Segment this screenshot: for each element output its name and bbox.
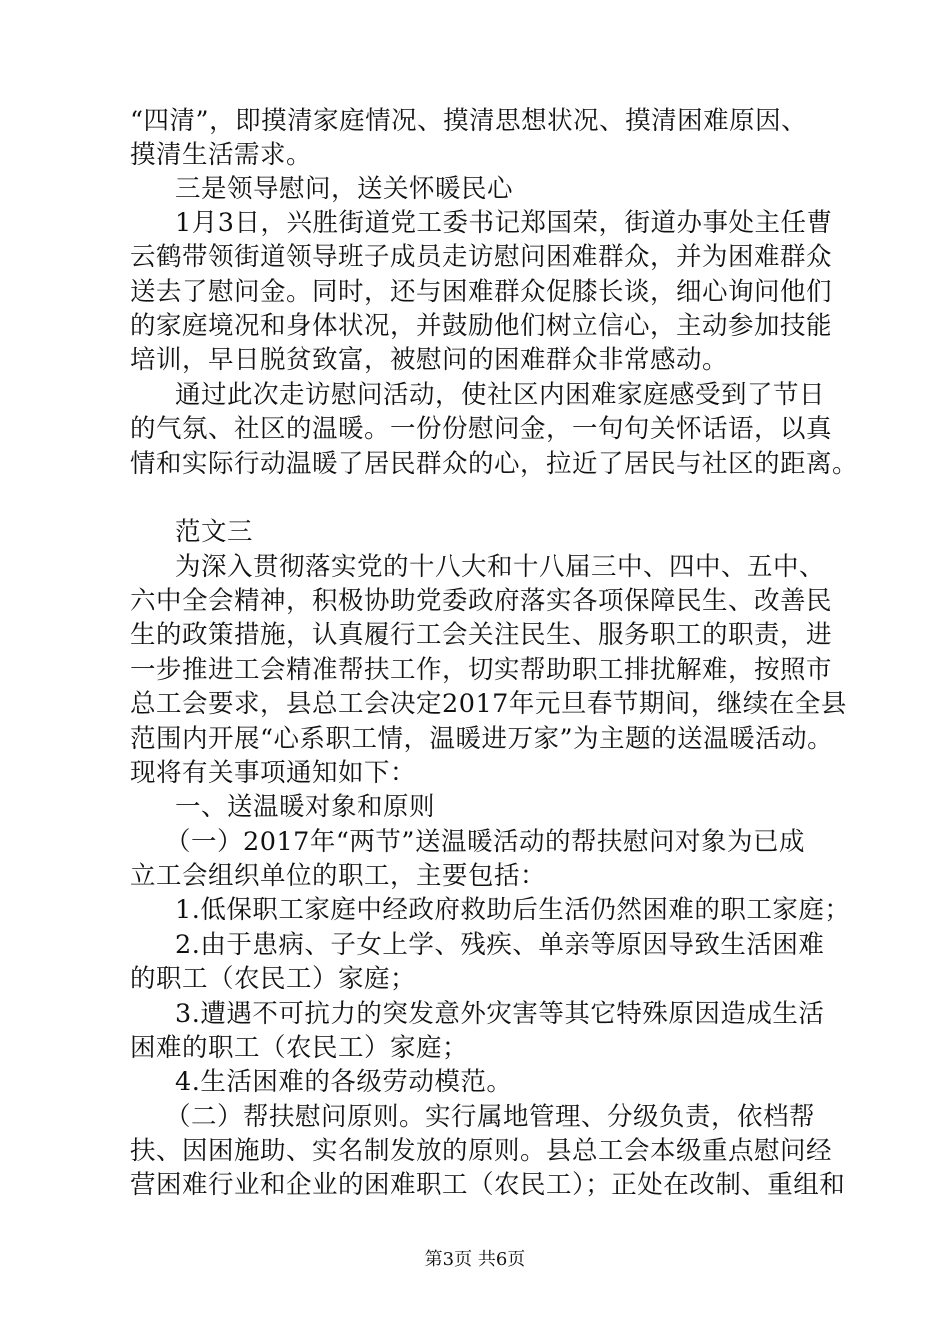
text-line: 培训，早日脱贫致富，被慰问的困难群众非常感动。 xyxy=(130,345,729,375)
section-heading: 三是领导慰问，送关怀暖民心 xyxy=(175,174,514,204)
text-line: 立工会组织单位的职工，主要包括： xyxy=(130,861,547,891)
text-line: 六中全会精神，积极协助党委政府落实各项保障民生、改善民 xyxy=(130,586,833,616)
text-line: “四清”，即摸清家庭情况、摸清思想状况、摸清困难原因、 xyxy=(130,106,808,136)
list-item: 1.低保职工家庭中经政府救助后生活仍然困难的职工家庭； xyxy=(175,895,851,925)
list-item: 4.生活困难的各级劳动模范。 xyxy=(175,1067,513,1097)
text-line: 情和实际行动温暖了居民群众的心，拉近了居民与社区的距离。 xyxy=(130,449,859,479)
page-number: 第3页 共6页 xyxy=(424,1249,526,1270)
section-heading: 范文三 xyxy=(175,517,254,547)
text-line: 的家庭境况和身体状况，并鼓励他们树立信心，主动参加技能 xyxy=(130,311,833,341)
list-item: 3.遭遇不可抗力的突发意外灾害等其它特殊原因造成生活 xyxy=(175,999,825,1029)
text-line: 1月3日，兴胜街道党工委书记郑国荣，街道办事处主任曹 xyxy=(175,208,833,238)
text-line: 范围内开展“心系职工情，温暖进万家”为主题的送温暖活动。 xyxy=(130,724,834,754)
text-line: 送去了慰问金。同时，还与困难群众促膝长谈，细心询问他们 xyxy=(130,277,833,307)
text-line: 一步推进工会精准帮扶工作，切实帮助职工排扰解难，按照市 xyxy=(130,655,833,685)
text-line: 总工会要求，县总工会决定2017年元旦春节期间，继续在全县 xyxy=(130,689,847,719)
text-line: （二）帮扶慰问原则。实行属地管理、分级负责，依档帮 xyxy=(165,1102,816,1132)
text-line: 云鹤带领街道领导班子成员走访慰问困难群众，并为困难群众 xyxy=(130,242,833,272)
text-line: 的职工（农民工）家庭； xyxy=(130,964,417,994)
text-line: 困难的职工（农民工）家庭； xyxy=(130,1033,469,1063)
text-line: 通过此次走访慰问活动，使社区内困难家庭感受到了节日 xyxy=(175,380,826,410)
text-line: （一）2017年“两节”送温暖活动的帮扶慰问对象为已成 xyxy=(165,827,805,857)
text-line: 摸清生活需求。 xyxy=(130,140,313,170)
text-line: 生的政策措施，认真履行工会关注民生、服务职工的职责，进 xyxy=(130,620,833,650)
text-line: 现将有关事项通知如下： xyxy=(130,758,417,788)
text-line: 为深入贯彻落实党的十八大和十八届三中、四中、五中、 xyxy=(175,552,826,582)
text-line: 的气氛、社区的温暖。一份份慰问金，一句句关怀话语，以真 xyxy=(130,414,833,444)
text-line: 扶、因困施助、实名制发放的原则。县总工会本级重点慰问经 xyxy=(130,1136,833,1166)
section-heading: 一、送温暖对象和原则 xyxy=(175,792,436,822)
text-line: 营困难行业和企业的困难职工（农民工）；正处在改制、重组和 xyxy=(130,1170,846,1200)
list-item: 2.由于患病、子女上学、残疾、单亲等原因导致生活困难 xyxy=(175,930,825,960)
